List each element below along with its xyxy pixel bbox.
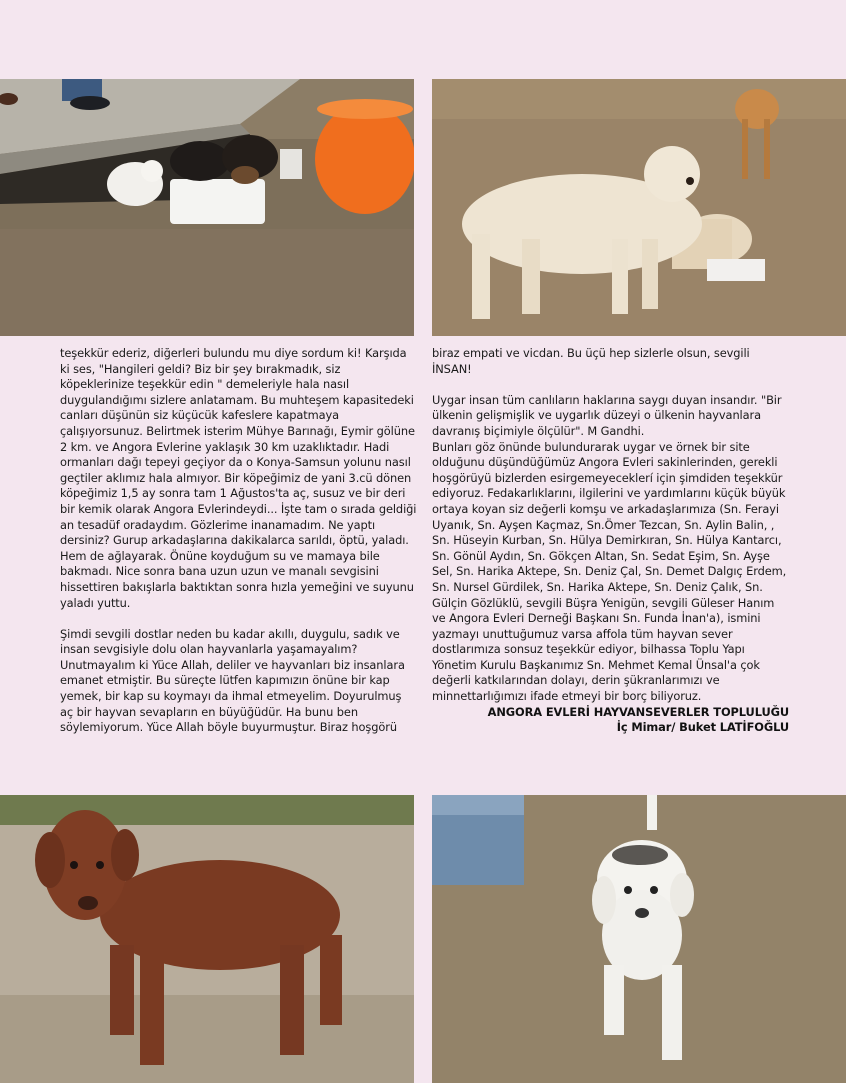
article-paragraph: teşekkür ederiz, diğerleri bulundu mu diye sordum ki! Karşıda ki ses, "Hangileri geldi? Biz bir şey bırakmadık, siz köpeklerinize teşekkür edin " demeleriyle hala nasıl duygulandığımı sizlere anlatamam. Bu muhteşem kapasitedeki canları düşünün siz küçücük kafeslere kapatmaya çalışıyorsunuz. Belirtmek isterim Mühye Barınağı, Eymir gölüne 2 km. ve Angora Evlerine yaklaşık 30 km uzaklıktadır. Hadi ormanları dağı tepeyi geçiyor da o Konya-Samsun yolunu nasıl geçtiler aklımız hala almıyor. Bir köpeğimiz de yani 3.cü dönen köpeğimiz 1,5 ay sonra tam 1 Ağustos'ta aç, susuz ve bir deri bir kemik olarak Angora Evlerindeydi... İşte tam o sırada geldiği an tesadüf oradaydım. Gözlerime inanamadım. Ne yaptı dersiniz? Gurup arkadaşlarına dakikalarca sarıldı, öptü, yaladı. Hem de ağlayarak. Önüne koyduğum su ve mamaya bile bakmadı. Nice sonra bana uzun uzun ve manalı sevgisini hissettiren bakışlarla baktıktan sonra hızla yemeğini ve suyunu yaladı yuttu. xyxy=(60,346,417,610)
signature-organization: ANGORA EVLERİ HAYVANSEVERLER TOPLULUĞU xyxy=(487,704,789,719)
right-text-column xyxy=(432,346,789,736)
article-paragraph: Bunları göz önünde bulundurarak uygar ve örnek bir site olduğunu düşündüğümüz Angora Evleri sakinlerinden, gerekli hoşgörüyü bizlerden esirgemeyeceklerí için şimdiden teşekkür ediyoruz. Fedakarlıklarını, ilgilerini ve yardımlarını küçük büyük ortaya koyan siz değerli komşu ve arkadaşlarımıza (Sn. Ferayi Uyanık, Sn. Ayşen Kaçmaz, Sn.Ömer Tezcan, Sn. Aylin Balin, , Sn. Hüseyin Kurban, Sn. Hülya Demirkıran, Sn. Hülya Kantarcı, Sn. Gönül Aydın, Sn. Gökçen Altan, Sn. Sedat Eşim, Sn. Ayşe Sel, Sn. Harika Aktepe, Sn. Deniz Çal, Sn. Demet Dalgıç Erdem, Sn. Nursel Gürdilek, Sn. Harika Aktepe, Sn. Deniz Çalık, Sn. Gülçin Gözlüklü, sevgili Büşra Yenigün, sevgili Güleser Hanım ve Angora Evleri Derneği Başkanı Sn. Funda İnan'a), ismini yazmayı unuttuğumuz varsa affola tüm hayvan sever dostlarımıza sonsuz teşekkür ediyor, bilhassa Toplu Yapı Yönetim Kurulu Başkanımız Sn. Mehmet Kemal Ünsal'a çok değerli katkılarından dolayı, derin şükranlarımızı ve minnettarlığımızı ifade etmeyi bir borç biliyoruz. xyxy=(432,439,787,704)
left-text-column xyxy=(60,346,417,736)
photo-brown-dog xyxy=(0,795,414,1083)
signature-author: İç Mimar/ Buket LATİFOĞLU xyxy=(616,720,789,735)
photo-white-puppy xyxy=(432,795,846,1083)
photo-puppies-eating xyxy=(0,79,414,336)
article-paragraph: Şimdi sevgili dostlar neden bu kadar akıllı, duygulu, sadık ve insan sevgisiyle dolu olan hayvanlarla yaşamayalım? Unutmayalım ki Yüce Allah, deliler ve hayvanları biz insanlara emanet etmiştir. Bu süreçte lütfen kapımızın önüne bir kap yemek, bir kap su koymayı da ihmal etmeyelim. Doyurulmuş aç bir hayvan sevapların en büyüğüdür. Ha bunu ben söylemiyorum. Yüce Allah böyle buyurmuştur. Biraz hoşgörü xyxy=(60,626,405,735)
photo-white-dogs xyxy=(432,79,846,336)
article-paragraph: Uygar insan tüm canlıların haklarına saygı duyan insandır. "Bir ülkenin gelişmişlik ve uygarlık düzeyi o ülkenin hayvanlara davranış biçimiyle ölçülür". M Gandhi. xyxy=(432,392,782,438)
article-paragraph: biraz empati ve vicdan. Bu üçü hep sizlerle olsun, sevgili İNSAN! xyxy=(432,346,750,376)
